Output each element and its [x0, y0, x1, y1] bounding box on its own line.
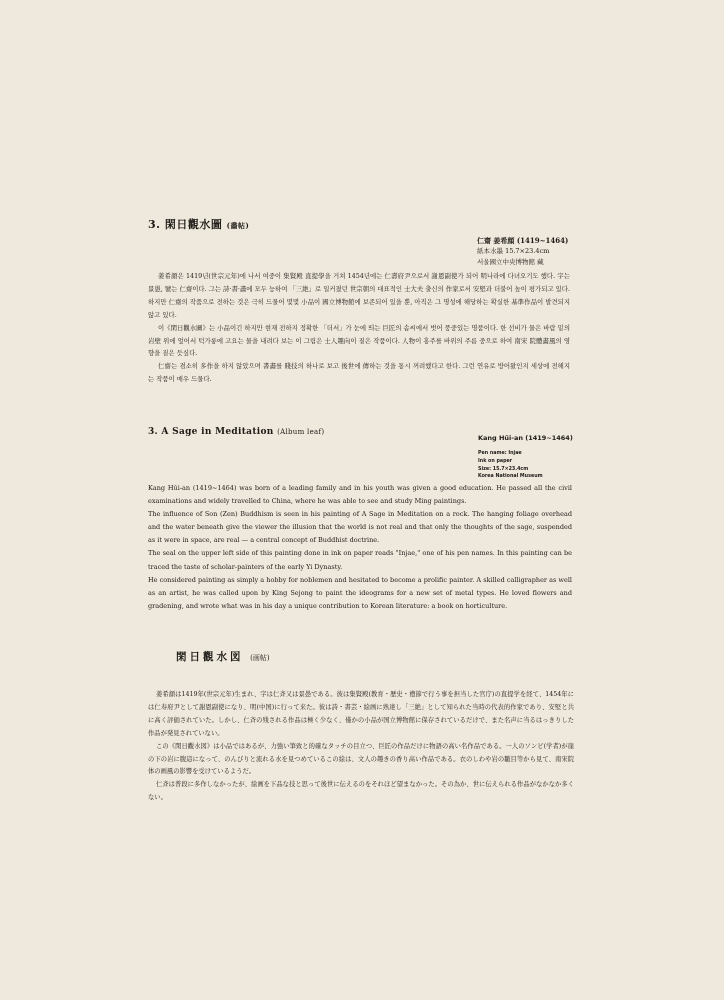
korean-paragraph: 姜希顔은 1419년(世宗元年)에 나서 여중이 集賢殿 直提學을 거쳐 1454년에는 仁壽府尹으로서 謝恩副使가 되어 明나라에 다녀오기도 했다. 字는 景愚, 號는 仁齋이다. 그는 詩·書·畵에 모두 능하여 「三絶」로 일커졌던 世宗朝의 대표적인 士大夫 출신의 作家로서 安堅과 더불어 높이 평가되고 있다. 하지만 仁齋의 작품으로 전하는 것은 극히 드물어 몇몇 小品이 國立博物館에 보존되어 있을 뿐, 아직은 그 명성에 해당하는 확실한 基準作品이 발견되지 않고 있다. [148, 272, 570, 319]
korean-title-note: (畵帖) [226, 221, 250, 230]
japanese-body [148, 689, 574, 805]
english-body [148, 482, 572, 613]
english-paragraph: The influence of Son (Zen) Buddhism is seen in his painting of A Sage in Meditation on a rock. The hanging foliage overhead and the water beneath give the viewer the illusion that the world is not real and that only the thoughts of the sage, suspended as it were in space, are real — a central concept of Buddhist doctrine. [148, 510, 572, 545]
english-credit-line: Korea National Museum [478, 474, 543, 480]
english-credit [478, 432, 573, 481]
english-title-note: (Album leaf) [277, 428, 325, 436]
english-title [148, 427, 324, 437]
japanese-title-main: 閑日觀水図 [176, 651, 244, 663]
korean-title [148, 216, 249, 232]
japanese-paragraph: この《閑日觀水図》は小品ではあるが、力強い筆致と的確なタッチの目立つ、巨匠の作品だけに物語の高い名作品である。一人のソンビ(学者)が崖の下の岩に腹這になって、のんびりと流れる水を見つめているこの絵は、文人の趣きの香り高い作品である。衣のしわや岩の皺目等から見て、南宋院体の画風の影響を受けているようだ。 [148, 742, 574, 776]
korean-title-main: 3. 閑日觀水圖 [148, 218, 223, 231]
japanese-title-note: (画帖) [250, 654, 270, 662]
korean-paragraph: 仁齋는 겸소히 多作을 하지 않았으며 書畵를 賤技의 하나로 보고 後世에 傳하는 것을 통시 꺼려했다고 한다. 그런 연유로 방어왔인지 세상에 전해지는 작품이 매우 드물다. [148, 362, 570, 384]
japanese-title [176, 649, 270, 664]
english-credit-line: Ink on paper [478, 458, 513, 464]
japanese-paragraph: 姜希顔は1419年(世宗元年)生まれ、字は仁斉又は景愚である。彼は集賢殿(教育・歴史・禮節で行う事を担当した官庁)の直提学を経て、1454年には仁寿府尹として謝恩副使になり、明(中国)に行って来た。彼は詩・書芸・絵画に熟達し「三絶」として知られた当時の代表的作家であり、安堅と共に高く評価されていた。しかし、仁斉の残される作品は極く少なく、僅かの小品が国立博物館に保存されているだけで、また名声に当るはっきりした作品が発見されていない。 [148, 691, 574, 737]
english-credit-artist: Kang Hŭi-an (1419~1464) [478, 434, 573, 442]
english-paragraph: He considered painting as simply a hobby for noblemen and hesitated to become a prolific painter. A skilled calligrapher as well as an artist, he was called upon by King Sejong to paint the ideograms for a new set of metal types. He loved flowers and gradening, and wrote what was in his day a unique contribution to Korean literature: a book on horticulture. [148, 575, 572, 610]
english-paragraph: The seal on the upper left side of this painting done in ink on paper reads "Injae," one of his pen names. In this painting can be traced the taste of scholar-painters of the early Yi Dynasty. [148, 549, 572, 571]
english-credit-line: Pen name: Injae [478, 451, 522, 456]
english-credit-details [478, 450, 573, 481]
korean-credit-owner: 서울國立中央博物館 藏 [477, 258, 544, 266]
korean-credit-medium: 紙本水墨 15.7×23.4cm [477, 247, 550, 255]
korean-credit-artist: 仁齋 姜希顔 (1419~1464) [477, 236, 569, 245]
japanese-paragraph: 仁斉は普段に多作しなかったが、絵画を下品な技と思って後世に伝えるのをそれほど望まなかった。その為か、世に伝えられる作品がなかなか多くない。 [148, 781, 574, 802]
korean-body [148, 270, 570, 386]
korean-credit [477, 235, 568, 268]
english-credit-line: Size: 15.7×23.4cm [478, 466, 529, 472]
korean-paragraph: 이《閑日觀水圖》는 小品이긴 하지만 현재 전하지 정확한 「더서」가 눈에 띄는 巨匠의 솜씨에서 벗어 풍중있는 명품이다. 한 선비가 물은 바람 밑의 岩壁 위에 엎어서 턱가룽에 고요는 물을 내려다 보는 이 그림은 士人趣向이 짙은 작품이다. 人物이 홍주를 바위의 주름 중으로 하여 南宋 院體畵風의 영향을 짙은 듯싶다. [148, 323, 570, 358]
english-title-main: 3. A Sage in Meditation [148, 427, 274, 437]
english-paragraph: Kang Hŭi-an (1419~1464) was born of a leading family and in his youth was given a good education. He passed all the civil examinations and widely travelled to China, where he was able to see and study Ming paintings. [148, 484, 572, 506]
